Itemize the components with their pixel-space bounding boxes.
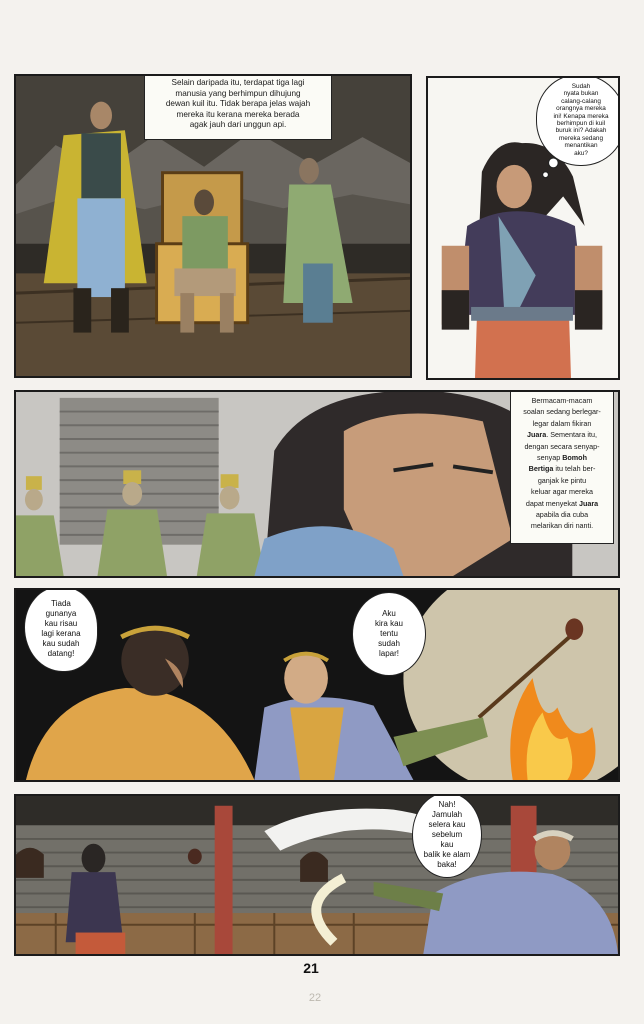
caption-text: senyap bbox=[537, 453, 561, 463]
speech-line: sebelum bbox=[431, 830, 463, 839]
speech-line: Aku bbox=[382, 609, 396, 618]
fire-dialogue-art bbox=[16, 590, 618, 780]
speech-line: sudah bbox=[378, 639, 400, 648]
speech-line: kau risau bbox=[44, 619, 78, 628]
thought-line: menantikan bbox=[564, 142, 598, 150]
caption-line bbox=[514, 463, 610, 474]
speech-line: Tiada bbox=[51, 599, 71, 608]
thought-line: nyata bukan bbox=[563, 90, 599, 98]
faded-page-number: 22 bbox=[308, 992, 322, 1004]
caption-line: apabila dia cuba bbox=[535, 510, 589, 520]
speech-line: balik ke alam bbox=[423, 850, 471, 859]
speech-bubble-left bbox=[24, 588, 98, 672]
thought-line: calang-calang bbox=[561, 97, 601, 105]
speech-bubble-right bbox=[352, 592, 426, 676]
caption-text: . Sementara itu, bbox=[546, 430, 597, 440]
thought-line: orangnya mereka bbox=[556, 105, 606, 113]
speech-line: baka! bbox=[437, 860, 457, 869]
panel-temple-hall bbox=[14, 74, 412, 378]
panel-throw-food bbox=[14, 794, 620, 956]
throw-food-art bbox=[16, 796, 618, 954]
character-name: Juara bbox=[578, 498, 599, 508]
caption-line: mereka itu kerana mereka berada bbox=[176, 109, 300, 119]
speech-line: kau sudah bbox=[42, 639, 80, 648]
caption-line bbox=[514, 452, 610, 463]
speech-line: tentu bbox=[380, 629, 398, 638]
caption-text: itu telah ber- bbox=[553, 464, 596, 474]
caption-line: soalan sedang berlegar- bbox=[523, 407, 601, 417]
speech-line: kira kau bbox=[374, 619, 403, 628]
caption-line: melarikan diri nanti. bbox=[530, 521, 594, 531]
panel-hero-thinking bbox=[426, 76, 620, 380]
caption-line: agak jauh dari unggun api. bbox=[189, 120, 287, 129]
character-name: Juara bbox=[527, 430, 547, 440]
thought-line: ini! Kenapa mereka bbox=[553, 112, 609, 120]
character-name: Bomoh bbox=[562, 453, 587, 463]
thought-bubble bbox=[536, 76, 620, 166]
thought-line: aku? bbox=[574, 149, 588, 157]
caption-line bbox=[514, 429, 610, 440]
narration-caption bbox=[510, 390, 614, 544]
caption-line: keluar agar mereka bbox=[531, 487, 593, 497]
speech-line: lapar! bbox=[378, 649, 399, 658]
caption-line: Selain daripada itu, terdapat tiga lagi bbox=[171, 78, 305, 87]
speech-line: selera kau bbox=[428, 820, 466, 829]
character-name: Bertiga bbox=[528, 464, 554, 474]
caption-line: legar dalam fikiran bbox=[532, 418, 592, 428]
speech-line: Nah! bbox=[438, 800, 456, 809]
thought-line: buruk ini? Adakah bbox=[555, 127, 607, 135]
speech-line: Jamulah bbox=[431, 810, 463, 819]
speech-line: datang! bbox=[47, 649, 75, 658]
caption-line: manusia yang berhimpun dihujung bbox=[175, 88, 301, 98]
thought-line: Sudah bbox=[571, 82, 591, 90]
page-number: 21 bbox=[303, 960, 319, 976]
caption-line: Bermacam-macam bbox=[531, 396, 593, 405]
speech-bubble bbox=[412, 794, 482, 878]
caption-line: dengan secara senyap- bbox=[524, 441, 600, 451]
thought-line: mereka sedang bbox=[558, 134, 604, 142]
narration-caption bbox=[144, 74, 332, 140]
panel-hero-closeup bbox=[14, 390, 620, 578]
speech-line: lagi kerana bbox=[41, 629, 81, 638]
caption-line bbox=[514, 498, 610, 509]
speech-line: kau bbox=[440, 840, 454, 849]
caption-text: dapat menyekat bbox=[525, 498, 577, 508]
speech-line: gunanya bbox=[45, 609, 77, 618]
panel-fire-dialogue bbox=[14, 588, 620, 782]
caption-line: ganjak ke pintu bbox=[537, 475, 587, 485]
thought-line: berhimpun di kuil bbox=[556, 120, 606, 127]
caption-line: dewan kuil itu. Tidak berapa jelas wajah bbox=[165, 99, 311, 108]
